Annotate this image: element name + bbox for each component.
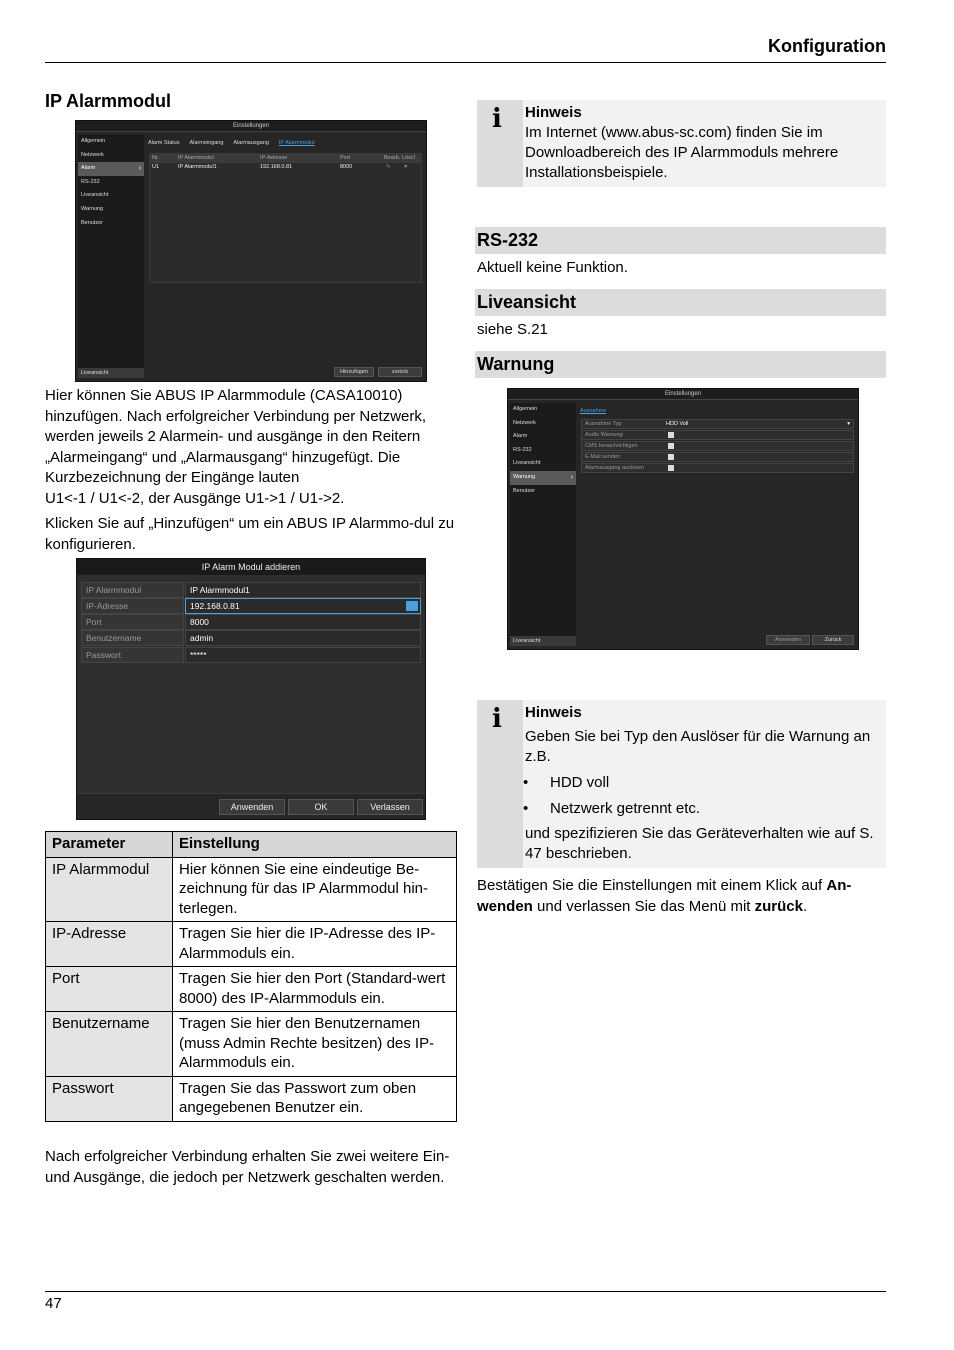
row-label: Alarmausgang auslösen	[585, 465, 645, 471]
anwenden-button[interactable]: Anwenden	[219, 799, 285, 815]
bold-anwenden: An-wenden	[477, 877, 852, 915]
hinweis-note-1	[477, 100, 886, 187]
intro-paragraph: Hier können Sie ABUS IP Alarmmodule (CASA10010) hinzufügen. Nach erfolgreicher Verbindung per Netzwerk, werden jeweils 2 Alarmein- und ausgänge in den Reitern „Alarmeingang“ und „Alarmausgang“ hinzugefügt. Die Kurzbezeichnung der Eingänge lauten	[45, 387, 427, 486]
field-label: Benutzername	[81, 630, 184, 646]
col-delete: Löscl	[402, 155, 415, 161]
tab-alarmausgang[interactable]: Alarmausgang	[233, 140, 269, 146]
note-body	[525, 703, 882, 864]
delete-icon[interactable]: ×	[404, 164, 408, 170]
param-cell: IP-Adresse	[46, 922, 173, 967]
audio-warning-row	[581, 430, 854, 440]
list-header	[150, 154, 421, 163]
field-label: Passwort	[81, 647, 184, 663]
note-body	[525, 103, 882, 183]
field-ip-alarmmodul	[81, 582, 421, 598]
column-header-parameter: Parameter	[46, 832, 173, 858]
field-label: IP-Adresse	[81, 598, 184, 614]
list-item	[525, 799, 882, 819]
tab-alarmeingang[interactable]: Alarmeingang	[189, 140, 224, 146]
section-heading-warnung: Warnung	[475, 351, 886, 378]
menu-item-allgemein[interactable]: Allgemein	[513, 406, 538, 412]
dialog-footer	[77, 793, 425, 819]
info-icon: i	[477, 700, 523, 868]
table-row	[46, 857, 457, 922]
setting-cell: Hier können Sie eine eindeutige Be-zeichnung für das IP Alarmmodul hin-terlegen.	[173, 857, 457, 922]
list-item	[525, 773, 882, 793]
note-text: Im Internet (www.abus-sc.com) finden Sie im Downloadbereich des IP Alarmmoduls mehrere Installationsbeispiele.	[525, 124, 839, 181]
param-cell: Port	[46, 967, 173, 1012]
verlassen-button[interactable]: Verlassen	[357, 799, 423, 815]
note-title: Hinweis	[525, 104, 582, 121]
table-row	[46, 922, 457, 967]
row-label: Audio Warnung	[585, 432, 623, 438]
liveansicht-button[interactable]: Liveansicht	[510, 636, 576, 646]
page-number: 47	[45, 1295, 62, 1312]
menu-item-alarm[interactable]: Alarm ›	[78, 162, 144, 176]
setting-cell: Tragen Sie hier den Benutzernamen (muss Admin Rechte besitzen) des IP-Alarmmoduls ein.	[173, 1012, 457, 1077]
setting-cell: Tragen Sie hier den Port (Standard-wert 8000) des IP-Alarmmoduls ein.	[173, 967, 457, 1012]
text-run: Bestätigen Sie die Einstellungen mit einem Klick auf	[477, 877, 827, 894]
param-cell: IP Alarmmodul	[46, 857, 173, 922]
field-label: Port	[81, 614, 184, 630]
menu-item-rs232[interactable]: RS-232	[513, 446, 532, 453]
text-run: und verlassen Sie das Menü mit	[532, 897, 755, 915]
bullet-text: Netzwerk getrennt etc.	[550, 800, 701, 817]
param-cell: Benutzername	[46, 1012, 173, 1077]
bullet-icon: •	[523, 774, 529, 791]
hinzufuegen-button[interactable]: Hinzufügen	[334, 367, 374, 377]
audio-warning-checkbox[interactable]	[668, 432, 674, 438]
screen-title: Einstellungen	[76, 121, 426, 132]
running-header: Konfiguration	[768, 36, 886, 56]
col-edit: Bearb.	[384, 155, 401, 161]
col-port: Port	[340, 155, 351, 161]
row-label: E-Mail senden	[585, 454, 621, 460]
rs232-text: Aktuell keine Funktion.	[477, 259, 628, 276]
menu-item-netzwerk[interactable]: Netzwerk	[81, 151, 104, 158]
row-nr: U1	[152, 164, 160, 170]
row-name: IP Alarmmodul1	[178, 164, 217, 170]
note-text: Geben Sie bei Typ den Auslöser für die Warnung an z.B.	[525, 728, 871, 765]
header-rule	[45, 62, 886, 63]
parameter-table	[45, 831, 457, 1122]
info-icon: i	[477, 100, 523, 187]
screen-title: Einstellungen	[508, 389, 858, 400]
ip-address-input[interactable]	[185, 598, 421, 614]
exception-type-select[interactable]: HDD Voll	[666, 421, 689, 427]
note-title: Hinweis	[525, 704, 582, 721]
tab-ip-alarmmodul[interactable]: IP Alarmmodul	[278, 140, 315, 146]
table-row	[46, 967, 457, 1012]
closing-paragraph: Nach erfolgreicher Verbindung erhalten Sie zwei weitere Ein- und Ausgänge, die jedoch per Netzwerk geschalten werden.	[45, 1148, 450, 1186]
password-input[interactable]: *****	[185, 647, 421, 663]
ok-button[interactable]: OK	[288, 799, 354, 815]
section-heading-ip-alarmmodul: IP Alarmmodul	[45, 91, 172, 111]
liveansicht-text: siehe S.21	[477, 321, 548, 338]
confirm-paragraph	[477, 876, 886, 917]
add-instruction: Klicken Sie auf „Hinzufügen“ um ein ABUS IP Alarmmo-dul zu konfigurieren.	[45, 515, 455, 553]
alarm-output-checkbox[interactable]	[668, 465, 674, 471]
section-heading-liveansicht: Liveansicht	[475, 289, 886, 316]
col-nr: Nr.	[152, 155, 160, 161]
footer-rule	[45, 1291, 886, 1292]
hinweis-note-2	[477, 700, 886, 868]
section-heading-rs232: RS-232	[475, 227, 886, 254]
field-passwort	[81, 647, 421, 663]
tab-alarm-status[interactable]: Alarm Status	[148, 140, 180, 146]
text-run: .	[802, 897, 808, 915]
setting-cell: Tragen Sie hier die IP-Adresse des IP-Alarmmoduls ein.	[173, 922, 457, 967]
param-cell: Passwort	[46, 1076, 173, 1121]
anwenden-button[interactable]: Anwenden	[766, 635, 810, 645]
username-input[interactable]: admin	[185, 630, 421, 646]
dialog-title: IP Alarm Modul addieren	[77, 559, 425, 575]
liveansicht-button[interactable]: Liveansicht	[78, 368, 144, 378]
settings-sidebar	[78, 135, 144, 378]
col-ip: IP-Adresse	[260, 155, 288, 161]
screenshot-warnung	[507, 388, 859, 650]
table-row	[46, 1076, 457, 1121]
menu-item-alarm[interactable]: Alarm	[513, 433, 528, 440]
exception-type-row	[581, 419, 854, 429]
ip-search-icon[interactable]	[406, 601, 418, 611]
menu-item-benutzer[interactable]: Benutzer	[81, 219, 104, 226]
alarm-output-row	[581, 463, 854, 473]
menu-item-liveansicht[interactable]: Liveansicht	[513, 460, 541, 467]
field-label: IP Alarmmodul	[81, 582, 184, 598]
alarm-tabs	[146, 137, 423, 149]
menu-item-liveansicht[interactable]: Liveansicht	[81, 192, 109, 199]
table-row[interactable]	[150, 163, 421, 172]
zurueck-button[interactable]: zurück	[378, 367, 422, 377]
intro-paragraph-inputs: U1<-1 / U1<-2, der Ausgänge U1->1 / U1->2.	[45, 490, 345, 507]
zurueck-button[interactable]: Zurück	[812, 635, 854, 645]
ip-address-value: 192.168.0.81	[190, 601, 240, 611]
menu-item-rs232[interactable]: RS-232	[81, 178, 100, 185]
cms-row	[581, 441, 854, 451]
row-label: Ausnahme Typ	[585, 421, 622, 427]
col-name: IP Alarmmodul	[178, 155, 214, 161]
bullet-icon: •	[523, 800, 529, 817]
field-benutzername	[81, 630, 421, 646]
menu-item-benutzer[interactable]: Benutzer	[513, 487, 536, 494]
screenshot-ip-alarmmodul	[75, 120, 427, 382]
module-list	[149, 153, 422, 283]
menu-item-allgemein[interactable]: Allgemein	[81, 138, 106, 144]
bullet-text: HDD voll	[550, 774, 610, 791]
table-row	[46, 1012, 457, 1077]
column-header-einstellung: Einstellung	[173, 832, 457, 858]
field-port	[81, 614, 421, 630]
exception-form	[581, 419, 854, 477]
setting-cell: Tragen Sie das Passwort zum oben angegebenen Benutzer ein.	[173, 1076, 457, 1121]
name-input[interactable]: IP Alarmmodul1	[185, 582, 421, 598]
edit-icon[interactable]: ✎	[386, 164, 391, 170]
menu-item-warnung[interactable]: Warnung	[81, 205, 104, 212]
settings-sidebar	[510, 403, 576, 646]
cms-checkbox[interactable]	[668, 443, 674, 449]
bold-zurueck: zurück	[754, 897, 803, 915]
port-input[interactable]: 8000	[185, 614, 421, 630]
email-checkbox[interactable]	[668, 454, 674, 460]
row-ip: 192.168.0.81	[260, 164, 293, 170]
email-row	[581, 452, 854, 462]
note-text-2: und spezifizieren Sie das Geräteverhalten wie auf S. 47 beschrieben.	[525, 825, 874, 862]
field-ip-adresse	[81, 598, 421, 614]
tab-ausnahme[interactable]: Ausnahme	[580, 408, 607, 414]
menu-item-netzwerk[interactable]: Netzwerk	[513, 419, 536, 426]
row-port: 8000	[340, 164, 353, 170]
menu-item-warnung[interactable]: Warnung ›	[510, 471, 576, 485]
table-header-row	[46, 832, 457, 858]
screenshot-add-dialog	[76, 558, 426, 820]
chevron-down-icon[interactable]: ▾	[847, 421, 850, 427]
warnung-tabs	[578, 405, 855, 417]
row-label: CMS benachrichtigen	[585, 443, 638, 449]
